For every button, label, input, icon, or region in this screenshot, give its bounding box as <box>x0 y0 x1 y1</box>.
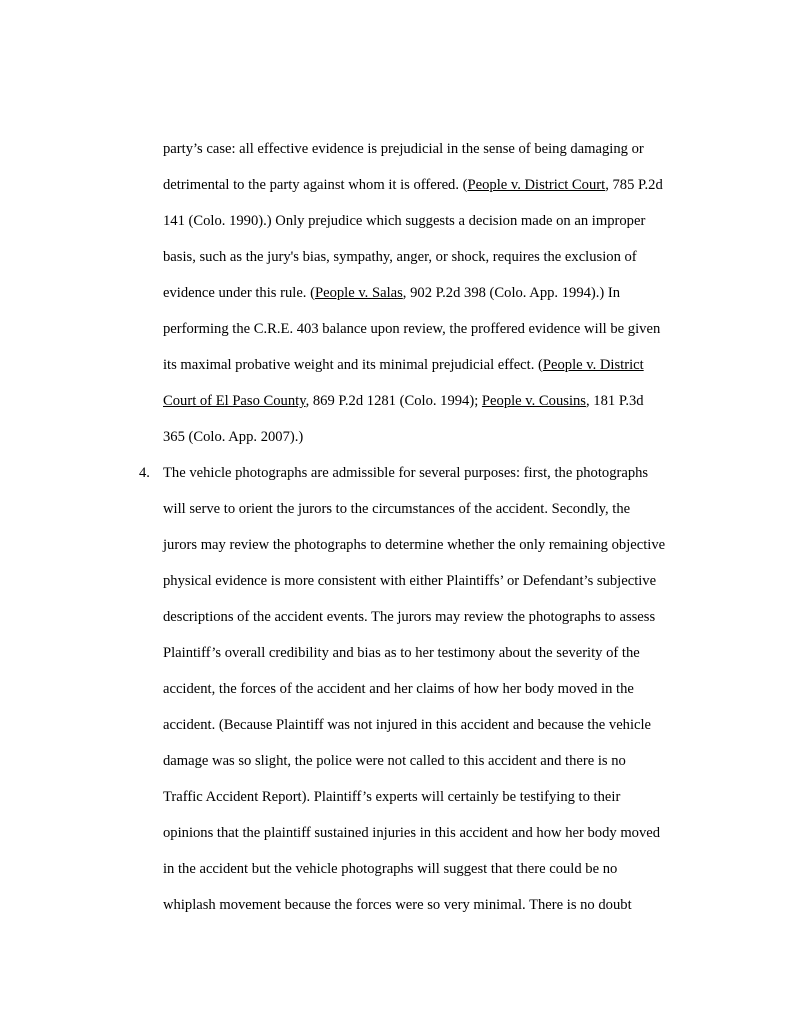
text-line: The vehicle photographs are admissible for several purposes: first, the photographs <box>163 465 649 481</box>
text-segment: detrimental to the party against whom it is offered. ( <box>163 177 468 193</box>
text-segment: , 785 P.2d <box>605 177 663 193</box>
text-segment: party’s case: all effective evidence is prejudicial in the sense of being damaging or <box>163 141 644 157</box>
text-segment: , 181 P.3d <box>585 393 644 409</box>
text-line: in the accident but the vehicle photographs will suggest that there could be no <box>163 861 618 877</box>
text-line <box>163 284 620 302</box>
text-line <box>163 248 637 266</box>
case-citation: People v. Salas <box>314 285 403 301</box>
text-segment: , 902 P.2d 398 (Colo. App. 1994).) In <box>402 285 621 301</box>
text-line: damage was so slight, the police were not called to this accident and there is no <box>163 753 626 769</box>
case-citation: People v. District <box>542 357 644 373</box>
case-citation: Court of El Paso County <box>163 393 306 409</box>
text-line: accident, the forces of the accident and her claims of how her body moved in the <box>163 681 634 697</box>
text-segment: 365 (Colo. App. 2007).) <box>163 429 304 445</box>
text-line: Plaintiff’s overall credibility and bias as to her testimony about the severity of the <box>163 645 640 661</box>
text-line: whiplash movement because the forces were so very minimal. There is no doubt <box>163 897 632 913</box>
text-line: accident. (Because Plaintiff was not injured in this accident and because the vehicle <box>163 717 652 733</box>
text-line: descriptions of the accident events. The jurors may review the photographs to assess <box>163 609 656 625</box>
text-segment: performing the C.R.E. 403 balance upon review, the proffered evidence will be given <box>163 321 661 337</box>
text-line <box>163 176 663 194</box>
text-line: opinions that the plaintiff sustained injuries in this accident and how her body moved <box>163 825 661 841</box>
list-number: 4. <box>139 465 150 481</box>
text-line: physical evidence is more consistent with either Plaintiffs’ or Defendant’s subjective <box>163 573 657 589</box>
text-line <box>163 320 660 338</box>
text-segment: its maximal probative weight and its minimal prejudicial effect. ( <box>163 357 543 373</box>
text-line <box>163 392 644 410</box>
text-line <box>163 140 644 158</box>
text-line <box>163 212 645 230</box>
text-segment: basis, such as the jury's bias, sympathy, anger, or shock, requires the exclusion of <box>163 249 637 265</box>
text-segment: , 869 P.2d 1281 (Colo. 1994); <box>305 393 482 409</box>
text-line: Traffic Accident Report). Plaintiff’s experts will certainly be testifying to their <box>163 789 621 805</box>
text-line <box>163 356 644 374</box>
text-line: will serve to orient the jurors to the circumstances of the accident. Secondly, the <box>163 501 631 517</box>
text-segment: evidence under this rule. ( <box>163 285 315 301</box>
text-segment: 141 (Colo. 1990).) Only prejudice which suggests a decision made on an improper <box>163 213 646 229</box>
text-line: jurors may review the photographs to determine whether the only remaining objective <box>163 537 666 553</box>
text-line <box>163 428 303 446</box>
case-citation: People v. Cousins <box>481 393 586 409</box>
case-citation: People v. District Court <box>467 177 606 193</box>
